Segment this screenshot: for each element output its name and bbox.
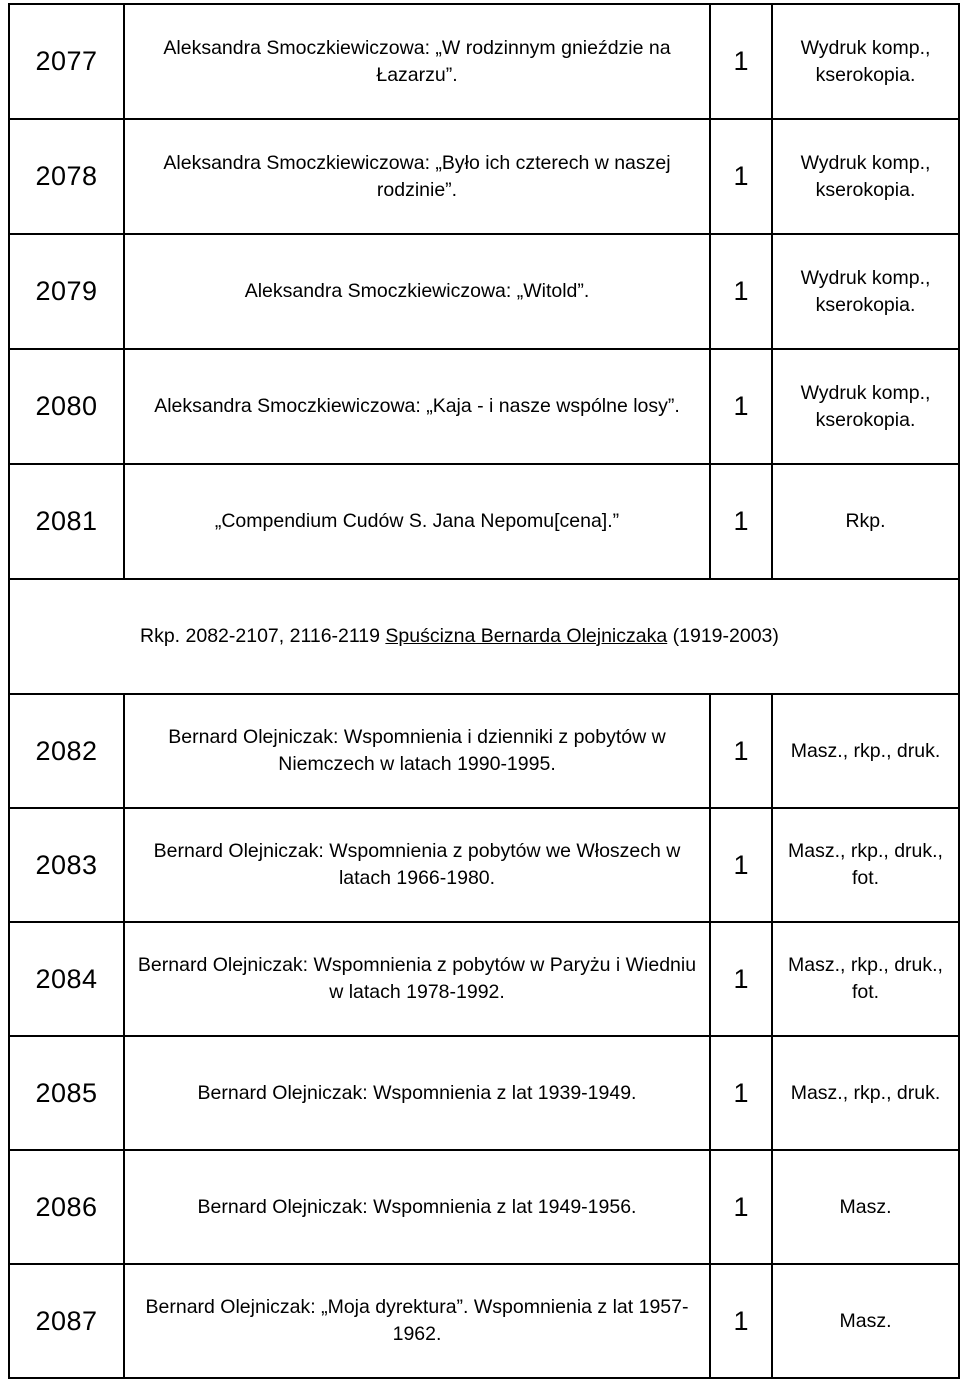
table-row xyxy=(9,4,959,119)
item-form: Masz., rkp., druk. xyxy=(772,694,959,808)
table-row xyxy=(9,1264,959,1378)
item-number: 2077 xyxy=(9,4,124,119)
table-row xyxy=(9,119,959,234)
item-number: 2078 xyxy=(9,119,124,234)
item-number: 2087 xyxy=(9,1264,124,1378)
table-row xyxy=(9,694,959,808)
section-suffix: (1919-2003) xyxy=(672,625,779,647)
item-number: 2086 xyxy=(9,1150,124,1264)
item-quantity: 1 xyxy=(710,922,772,1036)
item-quantity: 1 xyxy=(710,1150,772,1264)
item-title: Bernard Olejniczak: Wspomnienia z lat 1939-1949. xyxy=(124,1036,710,1150)
item-title: Aleksandra Smoczkiewiczowa: „W rodzinnym gnieździe na Łazarzu”. xyxy=(124,4,710,119)
section-link[interactable]: Spuścizna Bernarda Olejniczaka xyxy=(385,625,668,647)
catalog-table xyxy=(8,3,960,1379)
item-quantity: 1 xyxy=(710,694,772,808)
item-form: Masz., rkp., druk., fot. xyxy=(772,922,959,1036)
item-quantity: 1 xyxy=(710,1036,772,1150)
item-title: Bernard Olejniczak: Wspomnienia z pobytów we Włoszech w latach 1966-1980. xyxy=(124,808,710,922)
table-row xyxy=(9,1150,959,1264)
item-number: 2080 xyxy=(9,349,124,464)
section-header xyxy=(9,579,959,694)
item-number: 2084 xyxy=(9,922,124,1036)
table-row xyxy=(9,349,959,464)
table-row xyxy=(9,922,959,1036)
item-title: Aleksandra Smoczkiewiczowa: „Kaja - i nasze wspólne losy”. xyxy=(124,349,710,464)
item-form: Masz., rkp., druk. xyxy=(772,1036,959,1150)
item-title: „Compendium Cudów S. Jana Nepomu[cena].” xyxy=(124,464,710,579)
item-form: Rkp. xyxy=(772,464,959,579)
item-form: Masz., rkp., druk., fot. xyxy=(772,808,959,922)
item-quantity: 1 xyxy=(710,464,772,579)
item-quantity: 1 xyxy=(710,4,772,119)
item-number: 2081 xyxy=(9,464,124,579)
item-number: 2085 xyxy=(9,1036,124,1150)
item-quantity: 1 xyxy=(710,119,772,234)
item-form: Masz. xyxy=(772,1264,959,1378)
table-row xyxy=(9,464,959,579)
section-header-row xyxy=(9,579,959,694)
item-quantity: 1 xyxy=(710,234,772,349)
item-number: 2082 xyxy=(9,694,124,808)
item-quantity: 1 xyxy=(710,1264,772,1378)
item-form: Wydruk komp., kserokopia. xyxy=(772,349,959,464)
item-title: Aleksandra Smoczkiewiczowa: „Było ich czterech w naszej rodzinie”. xyxy=(124,119,710,234)
item-number: 2079 xyxy=(9,234,124,349)
table-row xyxy=(9,234,959,349)
table-row xyxy=(9,1036,959,1150)
item-number: 2083 xyxy=(9,808,124,922)
item-title: Bernard Olejniczak: Wspomnienia z lat 1949-1956. xyxy=(124,1150,710,1264)
item-title: Bernard Olejniczak: Wspomnienia i dzienniki z pobytów w Niemczech w latach 1990-1995. xyxy=(124,694,710,808)
item-title: Bernard Olejniczak: Wspomnienia z pobytów w Paryżu i Wiedniu w latach 1978-1992. xyxy=(124,922,710,1036)
item-title: Bernard Olejniczak: „Moja dyrektura”. Wspomnienia z lat 1957-1962. xyxy=(124,1264,710,1378)
section-prefix: Rkp. 2082-2107, 2116-2119 xyxy=(140,625,380,647)
table-row xyxy=(9,808,959,922)
item-quantity: 1 xyxy=(710,349,772,464)
item-quantity: 1 xyxy=(710,808,772,922)
item-form: Wydruk komp., kserokopia. xyxy=(772,119,959,234)
item-form: Wydruk komp., kserokopia. xyxy=(772,4,959,119)
item-title: Aleksandra Smoczkiewiczowa: „Witold”. xyxy=(124,234,710,349)
item-form: Wydruk komp., kserokopia. xyxy=(772,234,959,349)
item-form: Masz. xyxy=(772,1150,959,1264)
